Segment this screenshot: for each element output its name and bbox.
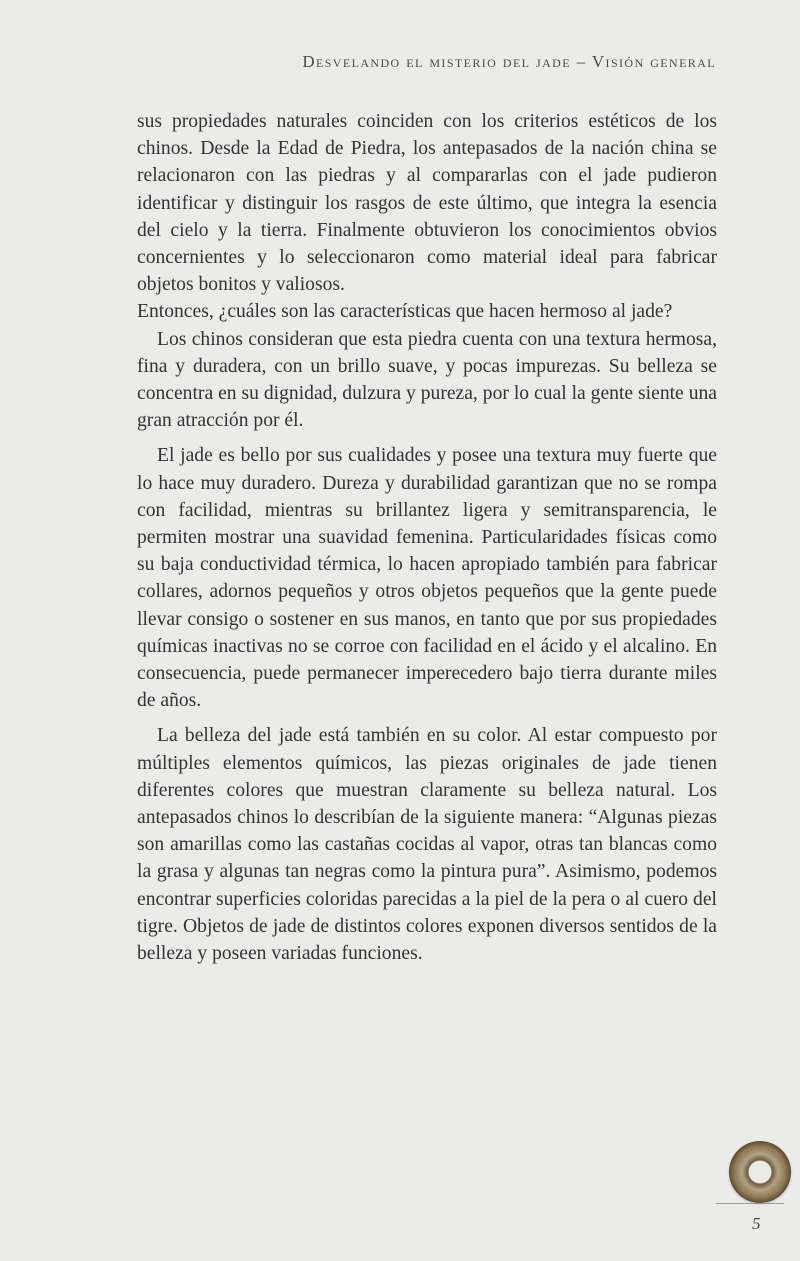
running-header: Desvelando el misterio del jade – Visión general	[302, 52, 716, 71]
page-number: 5	[752, 1214, 761, 1233]
paragraph-question: Entonces, ¿cuáles son las características que hacen hermoso al jade?	[137, 301, 673, 323]
paragraph-texture: Los chinos consideran que esta piedra cuenta con una textura hermosa, fina y duradera, con un brillo suave, y pocas impurezas. Su belleza se concentra en su dignidad, dulzura y pureza, por lo cual la gente siente una gran atracción por él.	[137, 328, 717, 432]
paragraph-continuation: sus propiedades naturales coinciden con los criterios estéticos de los chinos. Desde la Edad de Piedra, los antepasados de la nación china se relacionaron con las piedras y al compararlas con el jade pudieron identificar y distinguir los rasgos de este último, que integra la esencia del cielo y la tierra. Finalmente obtuvieron los conocimientos obvios concernientes y lo seleccionaron como material ideal para fabricar objetos bonitos y valiosos.	[137, 111, 717, 296]
jade-disc-ornament	[729, 1141, 791, 1203]
body-text	[137, 108, 717, 967]
paragraph-qualities: El jade es bello por sus cualidades y posee una textura muy fuerte que lo hace muy duradero. Dureza y durabilidad garantizan que no se rompa con facilidad, mientras su brillantez ligera y semitransparencia, le permiten mostrar una suavidad femenina. Particularidades físicas como su baja conductividad térmica, lo hacen apropiado también para fabricar collares, adornos pequeños y otros objetos pequeños que la gente puede llevar consigo o sostener en sus manos, en tanto que por sus propiedades químicas inactivas no se corroe con facilidad en el ácido y el alcalino. En consecuencia, puede permanecer imperecedero bajo tierra durante miles de años.	[137, 445, 717, 712]
paragraph-color: La belleza del jade está también en su color. Al estar compuesto por múltiples elementos químicos, las piezas originales de jade tienen diferentes colores que muestran claramente su belleza natural. Los antepasados chinos lo describían de la siguiente manera: “Algunas piezas son amarillas como las castañas cocidas al vapor, otras tan blancas como la grasa y algunas tan negras como la pintura pura”. Asimismo, podemos encontrar superficies coloridas parecidas a la piel de la pera o al cuero del tigre. Objetos de jade de distintos colores exponen diversos sentidos de la belleza y poseen variadas funciones.	[137, 725, 717, 965]
footer-rule	[716, 1203, 784, 1204]
